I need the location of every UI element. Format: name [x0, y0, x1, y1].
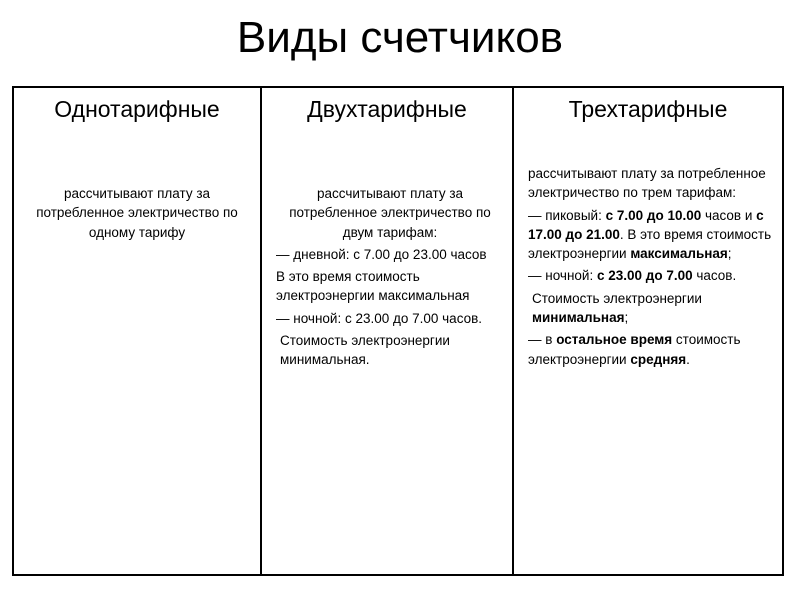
column-two-tariff: [262, 88, 512, 574]
night-prefix: — ночной:: [528, 268, 597, 284]
peak-end: ;: [727, 246, 732, 262]
rest-time: остальное время: [556, 332, 673, 348]
column-header: Однотарифные: [54, 96, 220, 122]
rest-note: стоимость электроэнергии: [528, 332, 741, 367]
night-suffix: часов.: [692, 268, 737, 284]
night-tariff-text: — ночной: с 23.00 до 7.00 часов.: [276, 310, 483, 326]
column-body: [276, 184, 504, 370]
column-body: [528, 164, 776, 369]
peak-level: максимальная: [630, 246, 728, 262]
peak-time-morning: с 7.00 до 10.00: [605, 207, 702, 223]
peak-suffix: . В это время стоимость электроэнергии: [528, 226, 772, 262]
page-title: Виды счетчиков: [236, 13, 564, 62]
rest-level: средняя: [630, 351, 687, 367]
column-header: Двухтарифные: [307, 96, 467, 122]
column-three-tariff: [514, 88, 782, 574]
night-tariff-note: [528, 289, 776, 328]
description-text: рассчитывают плату за потребленное электричество по двум тарифам:: [289, 186, 491, 240]
night-end: ;: [624, 310, 629, 326]
meter-types-table: [12, 86, 784, 576]
rest-end: .: [686, 351, 690, 367]
description-text: рассчитывают плату за потребленное электричество по трем тарифам:: [528, 166, 766, 201]
peak-prefix: — пиковый:: [528, 207, 606, 223]
description-text: рассчитывают плату за потребленное электричество по одному тарифу: [36, 186, 238, 240]
day-tariff-text: — дневной: с 7.00 до 23.00 часов: [276, 246, 487, 262]
rest-prefix: — в: [528, 332, 557, 348]
rest-tariff-text: [528, 330, 776, 369]
night-level: минимальная: [532, 310, 625, 326]
night-time: с 23.00 до 7.00: [596, 268, 693, 284]
peak-time-evening: с 17.00 до 21.00: [528, 207, 764, 242]
night-note-prefix: Стоимость электроэнергии: [532, 290, 702, 306]
night-tariff-note: Стоимость электроэнергии минимальная.: [280, 333, 450, 368]
column-single-tariff: [14, 88, 260, 574]
day-tariff-note: В это время стоимость электроэнергии максимальная: [276, 269, 470, 304]
peak-tariff-text: [528, 206, 776, 264]
night-tariff-text: [528, 266, 776, 285]
column-body: [28, 184, 246, 242]
column-header: Трехтарифные: [568, 96, 728, 122]
peak-mid: часов и: [701, 207, 757, 223]
